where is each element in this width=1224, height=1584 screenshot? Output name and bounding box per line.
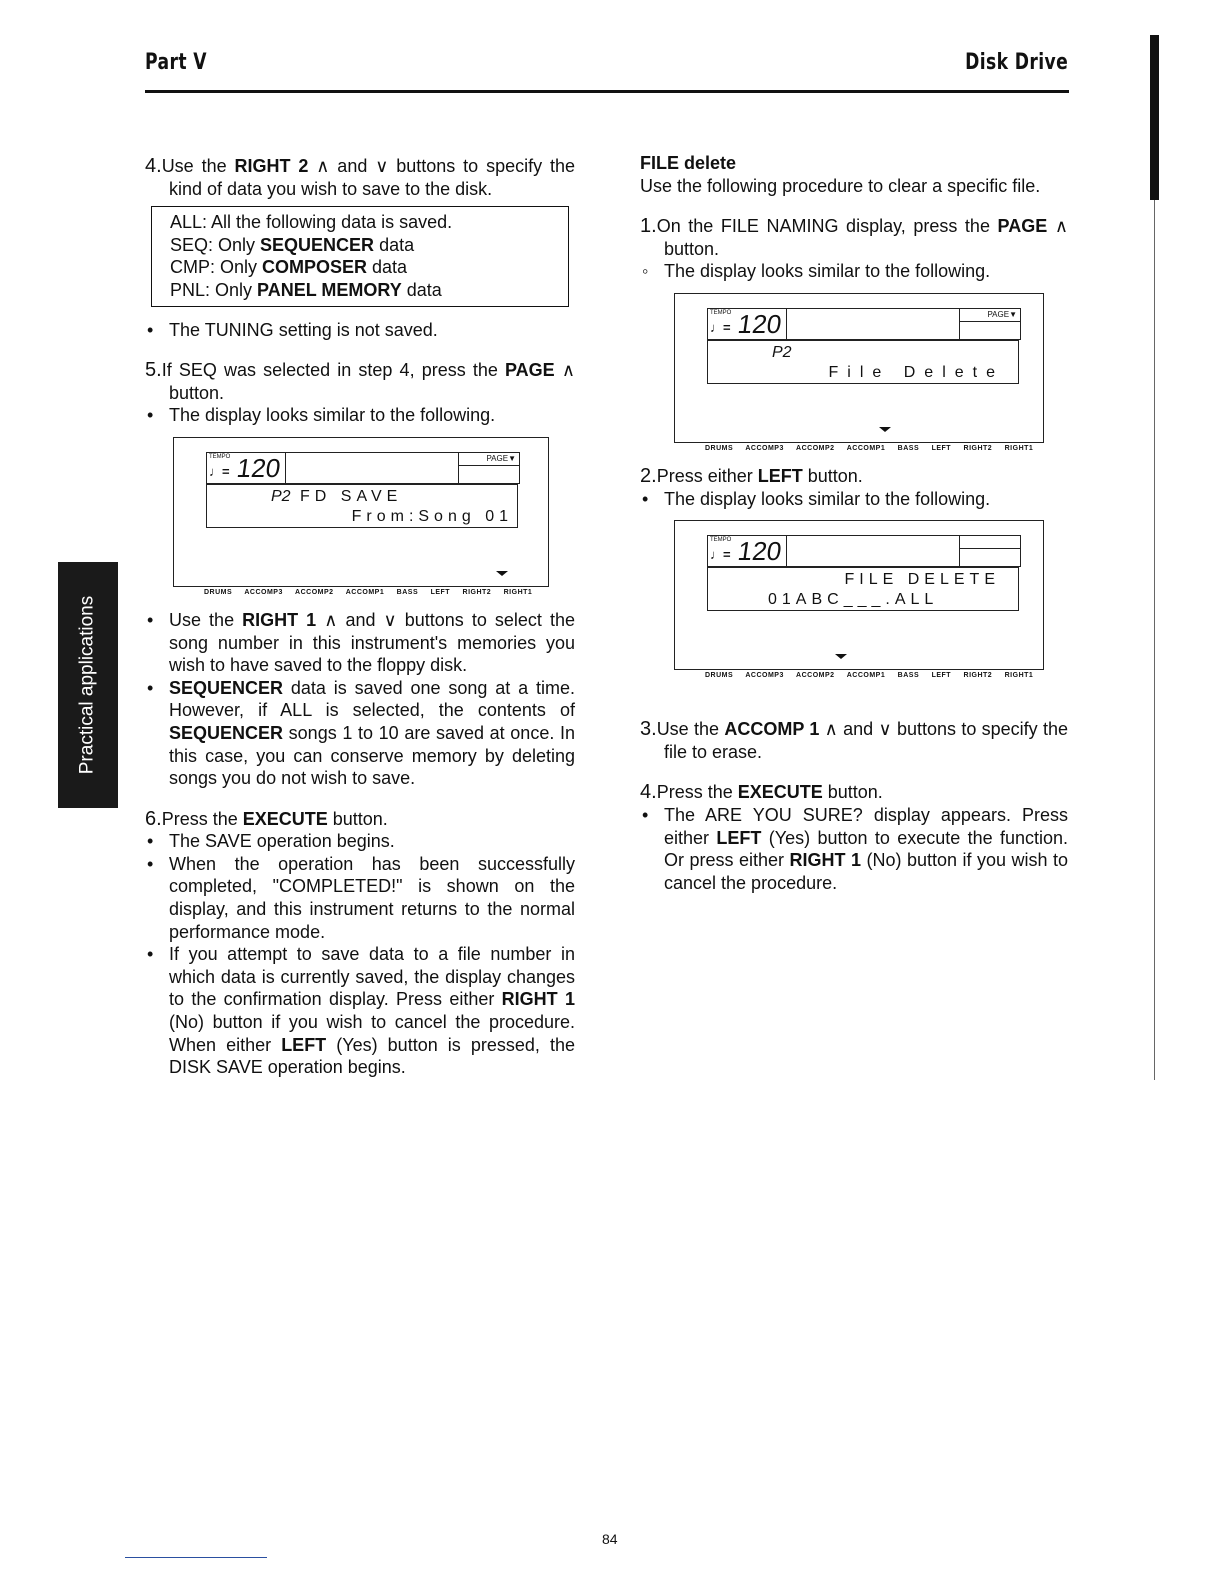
right-column [640,152,1068,894]
bullet: • When the operation has been successfully completed, "COMPLETED!" is shown on the display, and this instrument returns to the normal performance mode. [145,853,575,943]
tempo-readout [207,453,286,483]
box-line: SEQ: Only SEQUENCER data [170,234,415,255]
side-tab-label: Practical applications [76,595,98,775]
lcd-part-labels: DRUMS ACCOMP3 ACCOMP2 ACCOMP1 BASS LEFT RIGHT2 RIGHT1 [204,588,533,596]
down-arrow-icon [835,654,847,659]
step-2: 2.Press either LEFT button. [640,464,863,487]
left-column [145,155,575,1079]
lcd-part-labels: DRUMS ACCOMP3 ACCOMP2 ACCOMP1 BASS LEFT RIGHT2 RIGHT1 [705,444,1034,452]
edge-bar [1150,35,1159,200]
page-number: 84 [602,1531,618,1547]
tempo-label: TEMPO [710,309,732,316]
tempo-label: TEMPO [209,453,231,460]
note-icon: ♩= [710,319,731,335]
bullet: ◦ The display looks similar to the following. [640,260,1068,283]
bullet: • SEQUENCER data is saved one song at a time. However, if ALL is selected, the contents of SEQUENCER songs 1 to 10 are saved at once. In this case, you can conserve memory by deleting songs you do not wish to save. [145,677,575,790]
intro: Use the following procedure to clear a specific file. [640,175,1041,196]
down-arrow-icon [879,427,891,432]
lcd-display-file-delete-select [674,520,1044,680]
box-line: PNL: Only PANEL MEMORY data [170,279,442,300]
page-indicator: PAGE▼ [459,453,519,466]
step-5: 5.If SEQ was selected in step 4, press the PAGE ∧ button. [145,359,575,403]
section-title: FILE delete [640,153,737,173]
tempo-value: 120 [735,308,784,339]
lcd-line-2: 01ABC___.ALL [768,591,939,609]
page-indicator: PAGE▼ [960,309,1020,322]
step-4: 4.Press the EXECUTE button. [640,781,883,804]
section-heading: Disk Drive [964,50,1068,75]
lcd-line-2: File Delete [828,363,1004,381]
lcd-line-1: FILE DELETE [844,571,1000,589]
lcd-display-file-delete [674,293,1044,452]
step-6: 6.Press the EXECUTE button. [145,807,388,830]
side-tab [58,562,118,808]
lcd-display-fd-save [173,437,549,596]
bullet: • If you attempt to save data to a file number in which data is currently saved, the display changes to the confirmation display. Press either RIGHT 1 (No) button if you wish to cancel the procedure. When either LEFT (Yes) button is pressed, the DISK SAVE operation begins. [145,943,575,1079]
bullet: • The SAVE operation begins. [145,830,575,853]
bullet: • Use the RIGHT 1 ∧ and ∨ buttons to select the song number in this instrument's memories you wish to have saved to the floppy disk. [145,609,575,677]
lcd-line-2: From:Song 01 [351,507,513,525]
tempo-value: 120 [234,452,283,483]
step-4: 4.Use the RIGHT 2 ∧ and ∨ buttons to specify the kind of data you wish to save to the disk. [145,155,575,199]
bullet: • The display looks similar to the following. [640,488,1068,511]
tempo-readout [708,309,787,339]
lcd-part-labels: DRUMS ACCOMP3 ACCOMP2 ACCOMP1 BASS LEFT RIGHT2 RIGHT1 [705,672,1034,680]
bullet: • The ARE YOU SURE? display appears. Press either LEFT (Yes) button to execute the function. Or press either RIGHT 1 (No) button if you wish to cancel the procedure. [640,804,1068,894]
edge-line [1154,200,1155,1080]
step-3: 3.Use the ACCOMP 1 ∧ and ∨ buttons to specify the file to erase. [640,718,1068,762]
bullet: • The TUNING setting is not saved. [145,319,575,342]
note-icon: ♩= [710,547,731,563]
part-heading: Part V [145,50,207,75]
box-line: ALL: All the following data is saved. [170,212,453,233]
data-type-box [151,206,569,306]
box-line: CMP: Only COMPOSER data [170,257,408,278]
footer-line [125,1557,267,1558]
tempo-value: 120 [735,536,784,567]
lcd-line-1: FD SAVE [300,487,403,505]
tempo-label: TEMPO [710,537,732,544]
down-arrow-icon [496,571,508,576]
lcd-page-number: P2 [271,487,291,505]
step-1: 1.On the FILE NAMING display, press the PAGE ∧ button. [640,215,1068,259]
bullet: • The display looks similar to the following. [145,404,575,427]
header-rule [145,90,1069,93]
lcd-page-number: P2 [772,343,792,361]
note-icon: ♩= [209,463,230,479]
tempo-readout [708,536,787,566]
